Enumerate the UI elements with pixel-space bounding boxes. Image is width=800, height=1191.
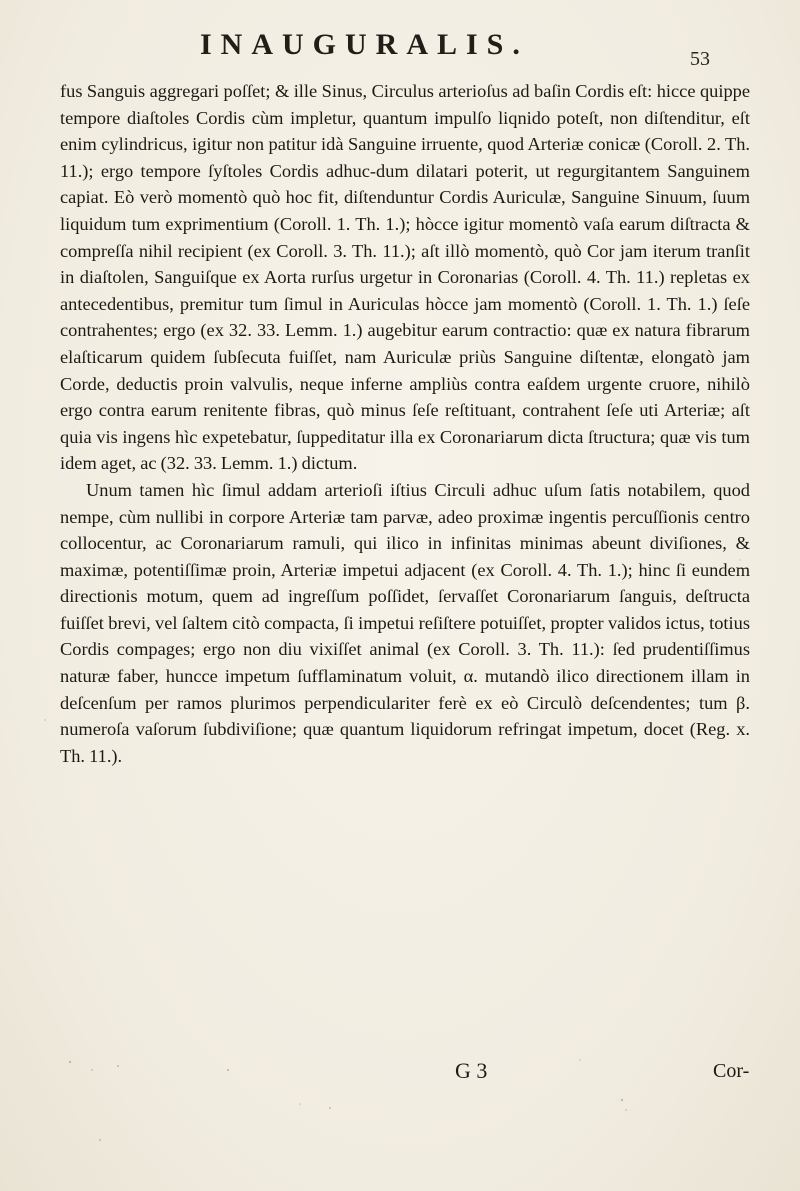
running-head (0, 28, 800, 68)
page-number: 53 (690, 48, 710, 70)
paragraph-2: Unum tamen hìc ſimul addam arterioſi iſtius Circuli adhuc uſum ſatis notabilem, quod nempe, cùm nullibi in corpore Arteriæ tam parvæ, adeo proximæ ingentis percuſſionis centro collocentur, ac Coronariarum ramuli, qui ilico in infinitas minimas abeunt diviſiones, & maximæ, potentiſſimæ proin, Arteriæ impetui adjacent (ex Coroll. 4. Th. 1.); hinc ſi eundem directionis motum, quem ad ingreſſum poſſidet, ſervaſſet Coronariarum ſanguis, deſtructa fuiſſet brevi, vel ſaltem citò compacta, ſi impetui reſiſtere potuiſſet, propter validos ictus, totius Cordis compages; ergo non diu vixiſſet animal (ex Coroll. 3. Th. 11.): ſed prudentiſſimus naturæ faber, huncce impetum ſufflaminatum voluit, α. mutandò ilico directionem illam in deſcenſum per ramos plurimos perpendiculariter ferè ex eò Circulò deſcendentes; tum β. numeroſa vaſorum ſubdiviſione; quæ quantum liquidorum refringat impetum, docet (Reg. x. Th. 11.). (60, 479, 750, 766)
paragraph-1: fus Sanguis aggregari poſſet; & ille Sinus, Circulus arterioſus ad baſin Cordis eſt: hicce quippe tempore diaſtoles Cordis cùm impletur, quantum impulſo liqnido poteſt, non diſtenditur, eſt enim cylindricus, igitur non patitur idà Sanguine irruente, quod Arteriæ conicæ (Coroll. 2. Th. 11.); ergo tempore ſyſtoles Cordis adhuc-dum dilatari poterit, ut regurgitantem Sanguinem capiat. Eò verò momentò quò hoc fit, diſtenduntur Cordis Auriculæ, Sanguine Sinuum, ſuum liquidum tum exprimentium (Coroll. 1. Th. 1.); hòcce igitur momentò vaſa earum diſtracta & compreſſa nihil recipient (ex Coroll. 3. Th. 11.); aſt illò momentò, quò Cor jam iterum tranſit in diaſtolen, Sanguiſque ex Aorta rurſus urgetur in Coronarias (Coroll. 4. Th. 11.) repletas ex antecedentibus, premitur tum ſimul in Auriculas hòcce jam momentò (Coroll. 1. Th. 1.) ſeſe contrahentes; ergo (ex 32. 33. Lemm. 1.) augebitur earum contractio: quæ ex natura fibrarum elaſticarum quidem ſubſecuta fuiſſet, nam Auriculæ priùs Sanguine diſtentæ, elongatò jam Corde, deductis proin valvulis, neque inferne ampliùs contra eaſdem urgente cruore, nihilò ergo contra earum renitente fibras, quò minus ſeſe reſtituant, contrahent ſeſe uti Arteriæ; aſt quia vis ingens hìc expetebatur, ſuppeditatur illa ex Coronariarum dicta ſtructura; quæ vis tum idem aget, ac (32. 33. Lemm. 1.) dictum. (60, 81, 750, 474)
signature-mark: G 3 (455, 1058, 488, 1083)
catchword: Cor- (713, 1060, 750, 1082)
page-footer (0, 1058, 800, 1098)
running-title: INAUGURALIS. (200, 28, 529, 61)
body-text (60, 78, 750, 769)
